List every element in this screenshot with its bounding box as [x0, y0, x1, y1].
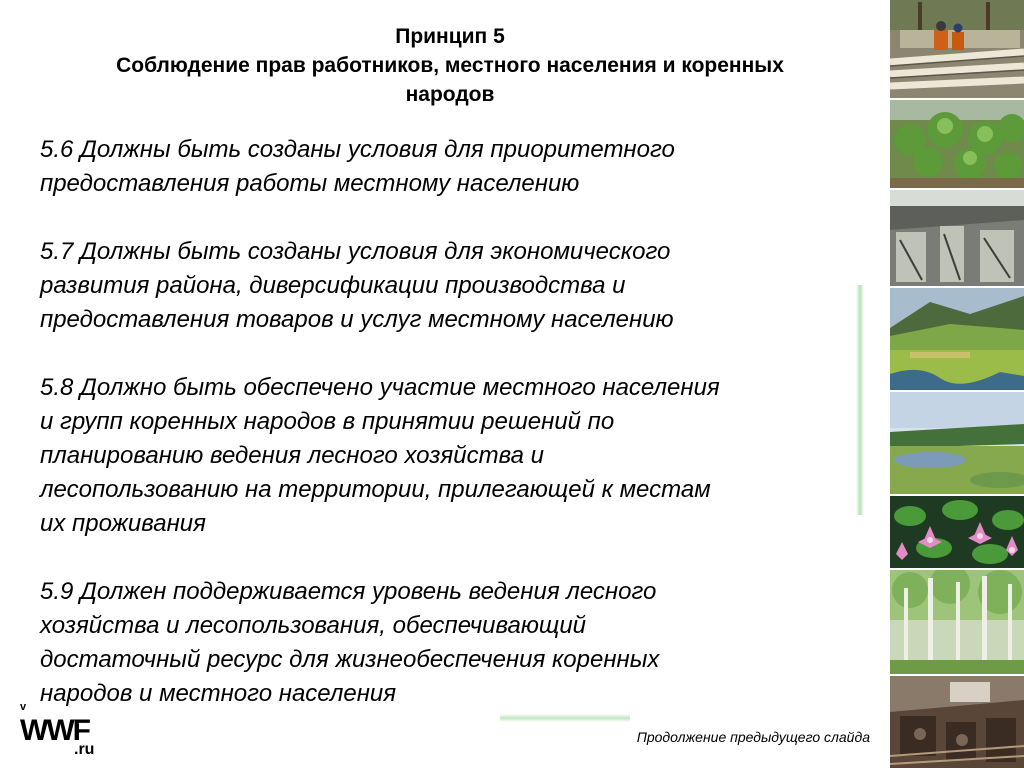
logging-workers-photo [890, 0, 1024, 98]
mountain-valley-photo [890, 288, 1024, 390]
principle-5-6: 5.6 Должны быть созданы условия для приоритетного предоставления работы местному населению [40, 136, 675, 197]
principles-list [40, 133, 860, 745]
young-pine-forest-photo [890, 100, 1024, 188]
wwf-logo [18, 698, 118, 760]
logo-brand: WWF [20, 714, 89, 747]
logo-domain: .ru [74, 741, 95, 758]
birch-forest-photo [890, 570, 1024, 674]
principle-5-7: 5.7 Должны быть созданы условия для экономического развития района, диверсификации производства и предоставления товаров и услуг местному населению [40, 238, 674, 333]
title-line-2: Соблюдение прав работников, местного населения и коренных [116, 54, 784, 77]
slide-title [30, 22, 870, 109]
sawmill-machinery-photo [890, 190, 1024, 286]
continuation-note: Продолжение предыдущего слайда [636, 729, 870, 745]
photo-strip [890, 0, 1024, 768]
principle-5-9: 5.9 Должен поддерживается уровень ведения лесного хозяйства и лесопользования, обеспечивающий достаточный ресурс для жизнеобеспечения коренных народов и местного населения [40, 578, 660, 707]
principle-5-8: 5.8 Должно быть обеспечено участие местного населения и групп коренных народов в принятии решений по планированию ведения лесного хозяйства и лесопользованию на территории, прилегающей к местам их проживания [40, 374, 720, 537]
title-line-1: Принцип 5 [395, 25, 505, 48]
sawmill-interior-photo [890, 676, 1024, 768]
title-line-3: народов [405, 83, 495, 106]
lake-landscape-photo [890, 392, 1024, 494]
water-lilies-photo [890, 496, 1024, 568]
logo-mark: v [20, 701, 27, 713]
